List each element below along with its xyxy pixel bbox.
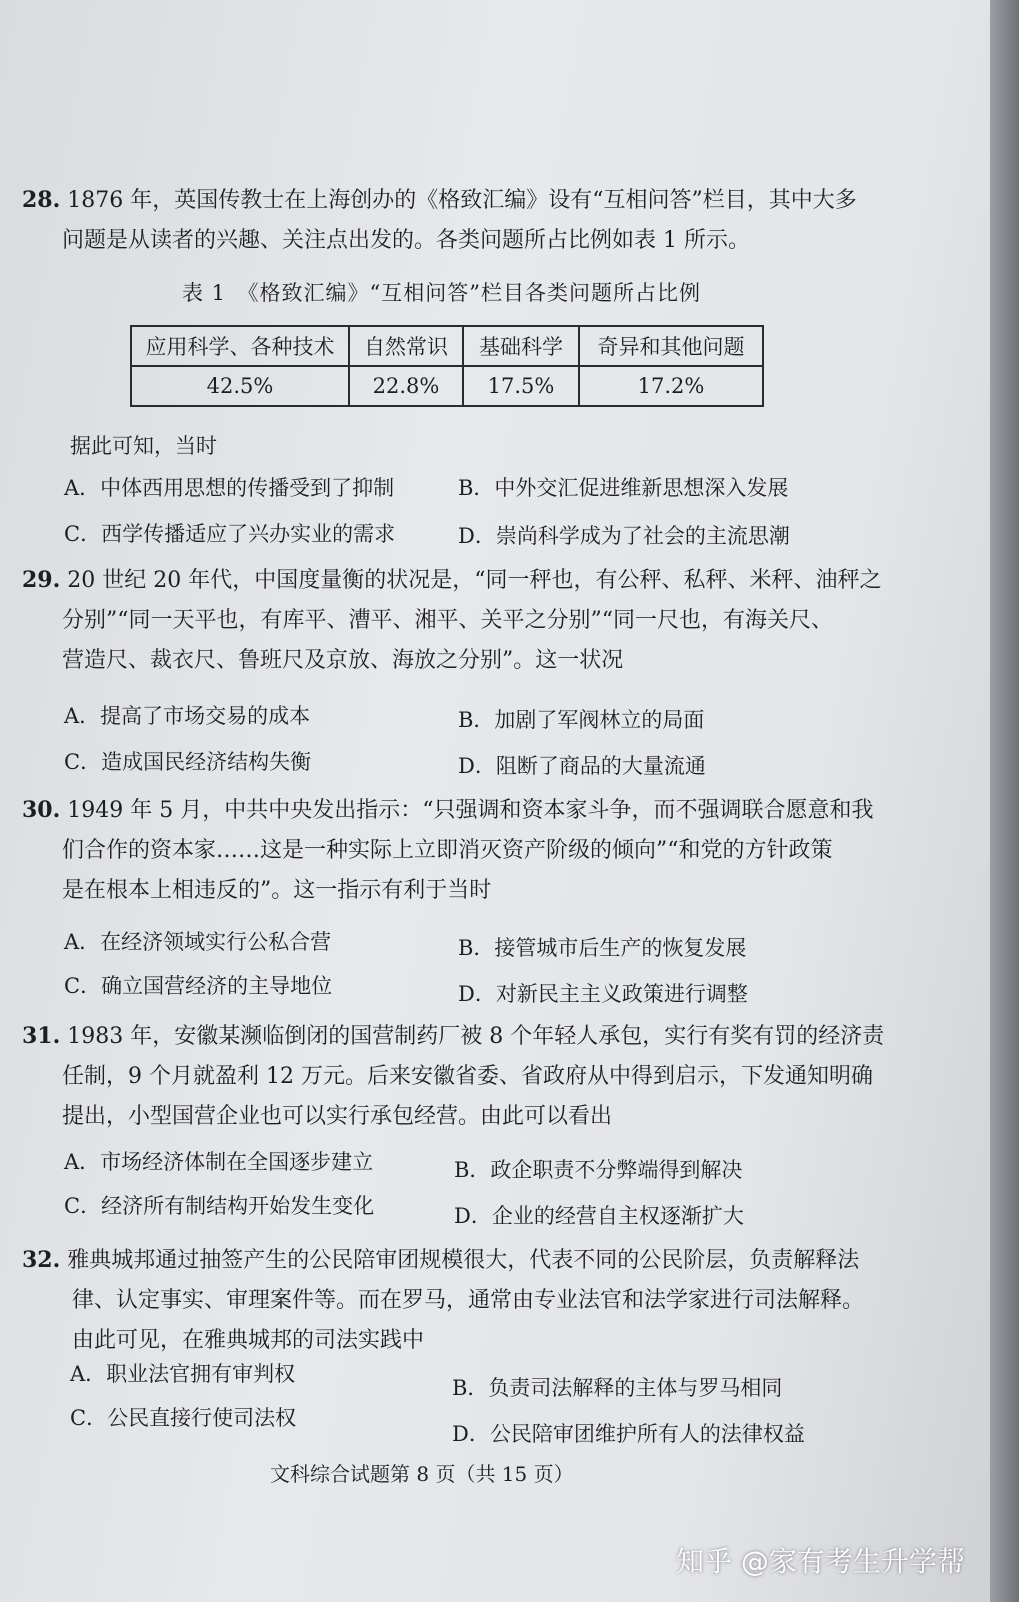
option-29-b: B．加剧了军阀林立的局面 xyxy=(458,708,705,732)
option-28-a: A．中体西用思想的传播受到了抑制 xyxy=(64,476,395,500)
question-30-number: 30. xyxy=(22,797,61,823)
option-29-a: A．提高了市场交易的成本 xyxy=(64,704,311,728)
table-caption: 表 1 《格致汇编》“互相问答”栏目各类问题所占比例 xyxy=(182,281,702,305)
option-29-d: D．阻断了商品的大量流通 xyxy=(458,754,706,778)
table-header-cell: 应用科学、各种技术 xyxy=(131,326,349,366)
question-31-line-3: 提出，小型国营企业也可以实行承包经营。由此可以看出 xyxy=(62,1104,613,1129)
question-29-line-2: 分别”“同一天平也，有库平、漕平、湘平、关平之分别”“同一尺也，有海关尺、 xyxy=(62,608,833,633)
option-30-b: B．接管城市后生产的恢复发展 xyxy=(458,936,747,960)
option-28-c: C．西学传播适应了兴办实业的需求 xyxy=(64,522,396,546)
option-30-a: A．在经济领域实行公私合营 xyxy=(64,930,332,954)
option-32-a: A．职业法官拥有审判权 xyxy=(70,1362,296,1386)
question-29-line-3: 营造尺、裁衣尺、鲁班尺及京放、海放之分别”。这一状况 xyxy=(62,648,624,673)
question-29-line-1: 29. 20 世纪 20 年代，中国度量衡的状况是，“同一秤也，有公秤、私秤、米秤、油秤之 xyxy=(22,567,882,593)
question-29 xyxy=(22,560,882,681)
question-32 xyxy=(22,1240,882,1361)
option-32-c: C．公民直接行使司法权 xyxy=(70,1406,297,1430)
option-32-b: B．负责司法解释的主体与罗马相同 xyxy=(452,1376,783,1400)
question-30-line-3: 是在根本上相违反的”。这一指示有利于当时 xyxy=(62,878,492,903)
option-31-b: B．政企职责不分弊端得到解决 xyxy=(454,1158,743,1182)
question-31-line-2: 任制，9 个月就盈利 12 万元。后来安徽省委、省政府从中得到启示，下发通知明确 xyxy=(62,1064,873,1089)
table-value-cell: 17.2% xyxy=(579,366,763,406)
page-edge xyxy=(990,0,1019,1602)
question-32-number: 32. xyxy=(22,1247,61,1273)
option-30-d: D．对新民主主义政策进行调整 xyxy=(458,982,748,1006)
table-header-cell: 基础科学 xyxy=(463,326,579,366)
option-30-c: C．确立国营经济的主导地位 xyxy=(64,974,333,998)
question-28-prompt: 据此可知，当时 xyxy=(70,434,217,458)
table-value-cell: 22.8% xyxy=(349,366,463,406)
question-30-line-2: 们合作的资本家……这是一种实际上立即消灭资产阶级的倾向”“和党的方针政策 xyxy=(62,838,833,863)
question-30-line-1: 30. 1949 年 5 月，中共中央发出指示：“只强调和资本家斗争，而不强调联合愿意和我 xyxy=(22,797,874,823)
table-value-cell: 42.5% xyxy=(131,366,349,406)
table-header-cell: 奇异和其他问题 xyxy=(579,326,763,366)
question-31 xyxy=(22,1016,885,1137)
page-footer: 文科综合试题第 8 页（共 15 页） xyxy=(270,1462,574,1486)
proportion-table xyxy=(130,325,764,407)
question-28 xyxy=(22,180,882,261)
question-31-number: 31. xyxy=(22,1023,61,1049)
option-31-d: D．企业的经营自主权逐渐扩大 xyxy=(454,1204,744,1228)
question-32-line-2: 律、认定事实、审理案件等。而在罗马，通常由专业法官和法学家进行司法解释。 xyxy=(72,1288,865,1313)
question-28-number: 28. xyxy=(22,187,61,213)
question-28-line-2: 问题是从读者的兴趣、关注点出发的。各类问题所占比例如表 1 所示。 xyxy=(62,228,750,253)
option-29-c: C．造成国民经济结构失衡 xyxy=(64,750,312,774)
table-value-cell: 17.5% xyxy=(463,366,579,406)
option-31-a: A．市场经济体制在全国逐步建立 xyxy=(64,1150,374,1174)
question-29-number: 29. xyxy=(22,567,61,593)
question-32-line-3: 由此可见，在雅典城邦的司法实践中 xyxy=(72,1328,425,1353)
question-30 xyxy=(22,790,882,911)
question-28-line-1: 28. 1876 年，英国传教士在上海创办的《格致汇编》设有“互相问答”栏目，其中大多 xyxy=(22,187,857,213)
question-31-line-1: 31. 1983 年，安徽某濒临倒闭的国营制药厂被 8 个年轻人承包，实行有奖有罚的经济责 xyxy=(22,1023,885,1049)
question-32-line-1: 32. 雅典城邦通过抽签产生的公民陪审团规模很大，代表不同的公民阶层，负责解释法 xyxy=(22,1247,860,1273)
table-header-cell: 自然常识 xyxy=(349,326,463,366)
watermark: 知乎 @家有考生升学帮 xyxy=(676,1545,965,1578)
option-31-c: C．经济所有制结构开始发生变化 xyxy=(64,1194,375,1218)
option-28-d: D．崇尚科学成为了社会的主流思潮 xyxy=(458,524,790,548)
table-header-row xyxy=(131,326,763,366)
option-28-b: B．中外交汇促进维新思想深入发展 xyxy=(458,476,789,500)
option-32-d: D．公民陪审团维护所有人的法律权益 xyxy=(452,1422,805,1446)
table-value-row xyxy=(131,366,763,406)
